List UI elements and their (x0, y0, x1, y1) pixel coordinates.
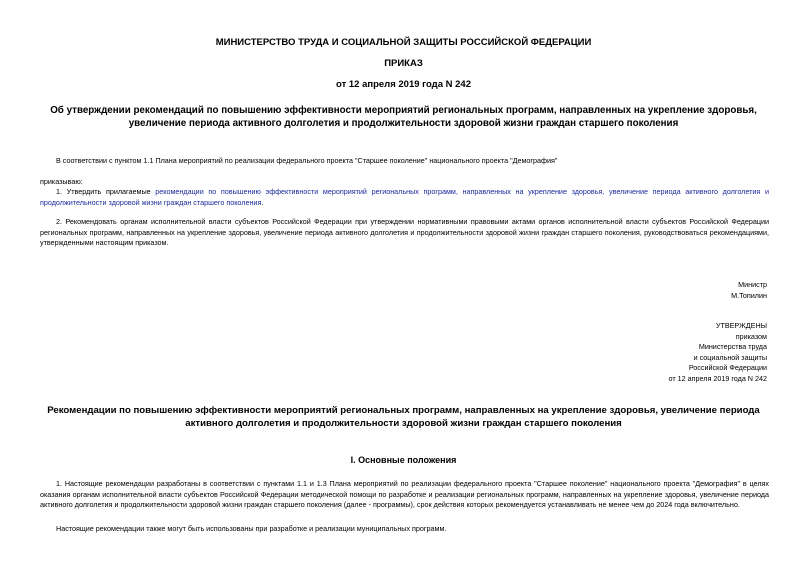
recommendations-link[interactable]: рекомендации по повышению эффективности мероприятий региональных программ, направленных на укрепление здоровья, увеличение периода активного долголетия и продолжительности здоровой жизни граждан старшего поколения (40, 187, 769, 207)
item-1-prefix: 1. Утвердить прилагаемые (56, 187, 151, 196)
preamble: В соответствии с пунктом 1.1 Плана мероприятий по реализации федерального проекта "Старшее поколение" национального проекта "Демография" (56, 156, 558, 165)
section-1-title: I. Основные положения (350, 455, 457, 465)
approval-line-4: и социальной защиты (693, 352, 767, 362)
ministry-heading: МИНИСТЕРСТВО ТРУДА И СОЦИАЛЬНОЙ ЗАЩИТЫ РОССИЙСКОЙ ФЕДЕРАЦИИ (215, 37, 592, 48)
signature-name: М.Топилин (731, 291, 767, 300)
signature-position: Министр (738, 280, 767, 289)
recommendations-title: Рекомендации по повышению эффективности мероприятий региональных программ, направленных на укрепление здоровья, увеличение периода активного долголетия и продолжительности здоровой жизни граждан старшего поколения (47, 405, 760, 429)
approval-line-3: Министерства труда (698, 342, 767, 351)
item-2: 2. Рекомендовать органам исполнительной власти субъектов Российской Федерации при утверждении нормативными правовыми актами органов исполнительной власти субъектов Российской Федерации региональных программ, направленных на укрепление здоровья, увеличение периода активного долголетия и продолжительности здоровой жизни граждан старшего поколения, руководствоваться рекомендациями, утвержденными настоящим приказом. (40, 217, 769, 247)
date-number: от 12 апреля 2019 года N 242 (336, 79, 471, 90)
doc-type-heading: ПРИКАЗ (384, 58, 423, 69)
section-1-paragraph-2: Настоящие рекомендации также могут быть использованы при разработке и реализации муниципальных программ. (56, 524, 447, 533)
item-1 (40, 187, 769, 208)
order-title: Об утверждении рекомендаций по повышению эффективности мероприятий региональных программ, направленных на укрепление здоровья, увеличение периода активного долголетия и продолжительности здоровой жизни граждан старшего поколения (50, 105, 757, 129)
item-1-suffix: . (261, 197, 264, 207)
order-word: приказываю: (40, 177, 83, 186)
approval-line-6: от 12 апреля 2019 года N 242 (668, 373, 767, 383)
approval-line-5: Российской Федерации (688, 363, 767, 372)
section-1-paragraph-1: 1. Настоящие рекомендации разработаны в соответствии с пунктами 1.1 и 1.3 Плана мероприятий по реализации федерального проекта "Старшее поколение" национального проекта "Демография" в целях оказания органам исполнительной власти субъектов Российской Федерации методической помощи по разработке и реализации региональных программ, направленных на укрепление здоровья, увеличение периода активного долголетия и продолжительности здоровой жизни граждан старшего поколения (далее - программы), срок действия которых рекомендуется устанавливать не менее чем до 2024 года включительно. (40, 479, 769, 509)
approval-line-1: УТВЕРЖДЕНЫ (715, 321, 767, 330)
approval-line-2: приказом (735, 331, 767, 341)
